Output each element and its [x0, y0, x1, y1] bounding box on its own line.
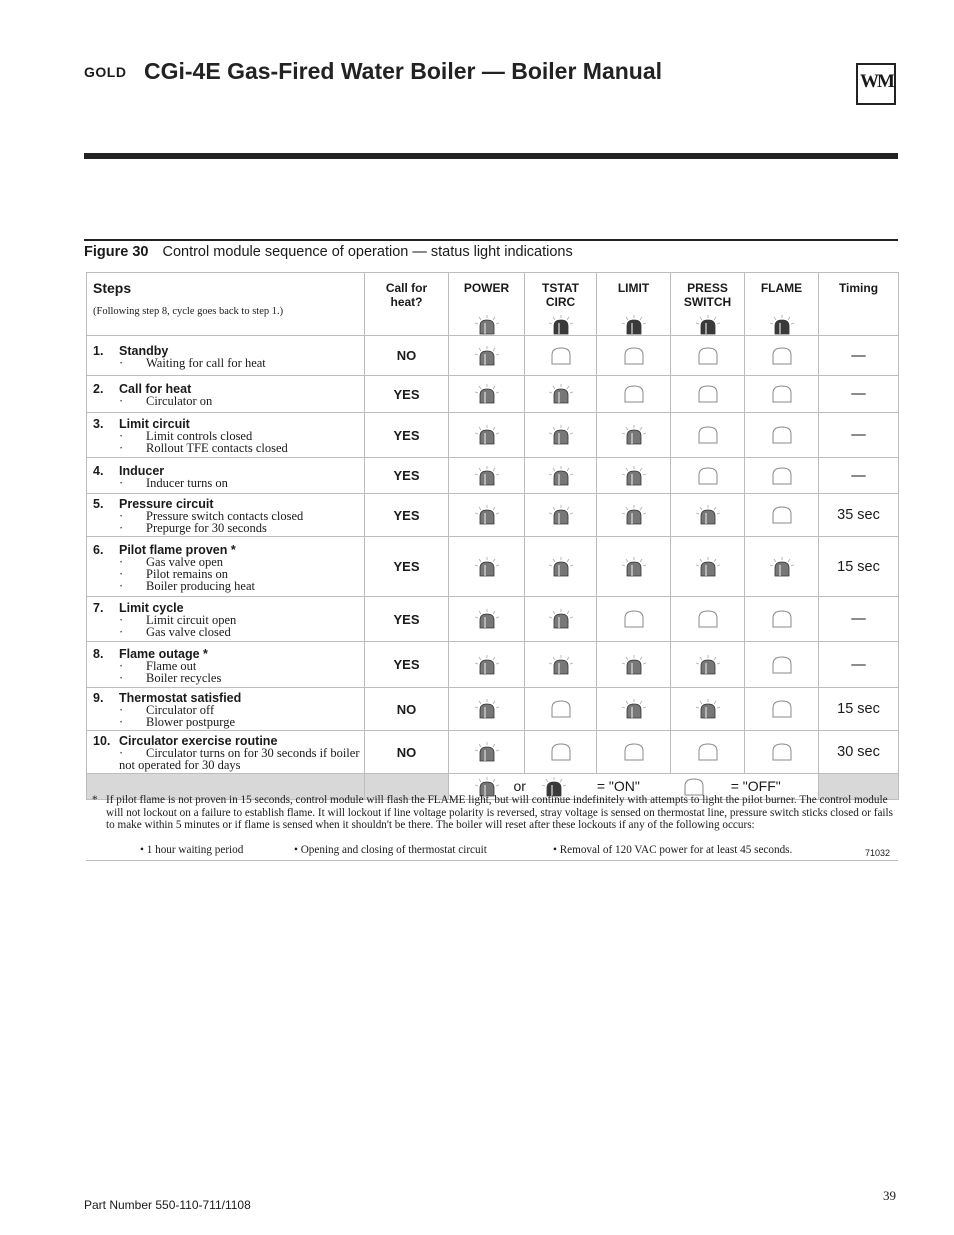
tstat-status [525, 458, 597, 494]
step-cell [87, 413, 365, 458]
power-status [449, 336, 525, 376]
step-detail-text: Circulator on [146, 394, 213, 408]
limit-header [597, 273, 671, 336]
power-status [449, 413, 525, 458]
footnote-star: * [92, 794, 98, 806]
lamp-on-icon [475, 426, 499, 443]
step-number: 3. [93, 417, 104, 431]
lamp-off-icon [622, 610, 646, 627]
power-status [449, 458, 525, 494]
step-detail-text: Boiler producing heat [146, 578, 255, 593]
lamp-off-icon [696, 426, 720, 443]
brand-label: GOLD [84, 64, 127, 80]
call-for-heat: YES [365, 376, 449, 413]
lamp-on-icon [549, 385, 573, 402]
footnote-bullet: • Opening and closing of thermostat circuit [294, 844, 487, 856]
step-name: Circulator exercise routine [119, 734, 278, 748]
call-for-heat: NO [365, 336, 449, 376]
tstat-header [525, 273, 597, 336]
lamp-on-icon [475, 558, 499, 575]
step-name: Call for heat [119, 382, 192, 396]
limit-status [597, 642, 671, 688]
step-detail: · Boiler recycles [119, 670, 222, 685]
tstat-status [525, 537, 597, 597]
press-status [671, 458, 745, 494]
timing: 15 sec [819, 537, 899, 597]
tstat-status [525, 494, 597, 537]
call-for-heat: YES [365, 537, 449, 597]
step-detail: · Rollout TFE contacts closed [119, 441, 288, 455]
limit-status [597, 731, 671, 774]
lamp-off-icon [549, 700, 573, 717]
table-row [87, 413, 899, 458]
tstat-status [525, 336, 597, 376]
footnote-bullet: • Removal of 120 VAC power for at least 45 seconds. [553, 844, 793, 856]
flame-status [745, 537, 819, 597]
table-row [87, 688, 899, 731]
call-for-heat: NO [365, 731, 449, 774]
limit-status [597, 688, 671, 731]
timing: — [819, 376, 899, 413]
press-status [671, 597, 745, 642]
lamp-off-icon [770, 743, 794, 760]
legend-or: or [513, 777, 526, 794]
figure-caption-text: Control module sequence of operation — status light indications [162, 244, 573, 260]
lamp-off-icon [549, 743, 573, 760]
press-status [671, 642, 745, 688]
header-lamp-icon [525, 315, 596, 335]
lamp-on-icon [549, 610, 573, 627]
lamp-off-icon [770, 385, 794, 402]
step-name: Limit cycle [119, 601, 184, 615]
power-status [449, 494, 525, 537]
flame-status [745, 376, 819, 413]
step-detail: · Circulator off [119, 703, 215, 717]
footnote [86, 792, 898, 861]
step-name: Pressure circuit [119, 497, 214, 511]
tstat-status [525, 413, 597, 458]
step-detail-text: Gas valve open [146, 554, 224, 569]
lamp-on-icon [549, 558, 573, 575]
lamp-on-icon [622, 506, 646, 523]
table-row [87, 731, 899, 774]
flame-header-label: FLAME [760, 281, 803, 295]
press-status [671, 537, 745, 597]
table-row [87, 537, 899, 597]
step-detail-text: Gas valve closed [146, 625, 231, 639]
step-number: 1. [93, 343, 104, 358]
steps-title: Steps [93, 280, 132, 296]
step-detail: · Pilot remains on [119, 566, 228, 581]
lamp-off-icon [696, 467, 720, 484]
call-for-heat: YES [365, 597, 449, 642]
flame-status [745, 494, 819, 537]
limit-header-label: LIMIT [617, 281, 650, 295]
wm-logo [856, 63, 896, 105]
table-row [87, 642, 899, 688]
timing: — [819, 336, 899, 376]
step-cell [87, 688, 365, 731]
lamp-on-icon [475, 506, 499, 523]
table-row [87, 376, 899, 413]
step-detail-text: Waiting for call for heat [146, 355, 266, 370]
press-status [671, 731, 745, 774]
header-lamp-icon [745, 315, 818, 335]
tstat-status [525, 642, 597, 688]
lamp-off-icon [622, 743, 646, 760]
limit-status [597, 376, 671, 413]
lamp-off-icon [696, 610, 720, 627]
step-detail: · Boiler producing heat [119, 578, 255, 593]
lamp-on-icon [549, 656, 573, 673]
logo-text: WM [860, 71, 893, 92]
call-for-heat: YES [365, 413, 449, 458]
step-cell [87, 642, 365, 688]
timing-header-label: Timing [838, 281, 879, 295]
lamp-on-icon [622, 700, 646, 717]
timing: 15 sec [819, 688, 899, 731]
timing: — [819, 458, 899, 494]
lamp-on-icon [696, 700, 720, 717]
lamp-on-icon [622, 467, 646, 484]
power-header [449, 273, 525, 336]
step-number: 10. [93, 734, 111, 748]
step-cell [87, 336, 365, 376]
lamp-off-icon [696, 385, 720, 402]
step-detail: · Prepurge for 30 seconds [119, 521, 267, 535]
press-status [671, 376, 745, 413]
call-for-heat: YES [365, 494, 449, 537]
step-detail: · Limit circuit open [119, 613, 237, 627]
tstat-status [525, 376, 597, 413]
flame-status [745, 731, 819, 774]
step-cell [87, 537, 365, 597]
figure-rule [84, 239, 898, 241]
flame-status [745, 688, 819, 731]
figure-label: Figure 30 [84, 244, 149, 260]
call-header [365, 273, 449, 336]
sequence-table [86, 272, 899, 800]
step-detail: · Blower postpurge [119, 715, 235, 729]
flame-status [745, 597, 819, 642]
step-detail: · Gas valve closed [119, 625, 231, 639]
lamp-off-icon [770, 610, 794, 627]
page-header [84, 58, 898, 108]
power-status [449, 597, 525, 642]
step-number: 4. [93, 463, 104, 478]
table-row [87, 597, 899, 642]
lamp-on-icon [475, 700, 499, 717]
press-header-label: PRESS SWITCH [683, 281, 732, 309]
timing: — [819, 597, 899, 642]
lamp-on-icon [622, 656, 646, 673]
timing: 30 sec [819, 731, 899, 774]
lamp-off-icon [622, 347, 646, 364]
call-for-heat: YES [365, 458, 449, 494]
step-detail-text: Rollout TFE contacts closed [146, 441, 288, 455]
lamp-on-icon [622, 558, 646, 575]
lamp-on-icon [549, 467, 573, 484]
step-detail-text: Circulator off [146, 703, 215, 717]
lamp-off-icon [696, 347, 720, 364]
press-status [671, 413, 745, 458]
lamp-on-icon [549, 426, 573, 443]
steps-header [87, 273, 365, 336]
step-detail: · Limit controls closed [119, 429, 253, 443]
step-number: 8. [93, 646, 104, 661]
lamp-off-icon [770, 426, 794, 443]
lamp-off-icon [549, 347, 573, 364]
tstat-header-label: TSTAT CIRC [542, 281, 579, 309]
step-name: Inducer [119, 463, 165, 478]
step-cell [87, 597, 365, 642]
step-number: 9. [93, 691, 104, 705]
legend-off: = "OFF" [730, 777, 781, 794]
lamp-off-icon [770, 656, 794, 673]
lamp-on-icon [475, 385, 499, 402]
press-header [671, 273, 745, 336]
lamp-off-icon [622, 385, 646, 402]
step-cell [87, 376, 365, 413]
press-status [671, 688, 745, 731]
step-detail: · Gas valve open [119, 554, 224, 569]
step-cell [87, 494, 365, 537]
limit-status [597, 537, 671, 597]
lamp-on-icon [475, 347, 499, 364]
timing-header [819, 273, 899, 336]
step-detail: · Circulator turns on for 30 seconds if boiler not operated for 30 days [119, 746, 360, 772]
table-row [87, 336, 899, 376]
lamp-off-icon [770, 700, 794, 717]
tstat-status [525, 597, 597, 642]
step-cell [87, 731, 365, 774]
manual-title: CGi-4E Gas-Fired Water Boiler — Boiler Manual [144, 58, 663, 84]
step-detail-text: Flame out [146, 658, 197, 673]
power-status [449, 537, 525, 597]
lamp-on-icon [549, 506, 573, 523]
step-detail-text: Pilot remains on [146, 566, 228, 581]
lamp-on-icon [475, 467, 499, 484]
footnote-bullet: • 1 hour waiting period [140, 844, 244, 856]
lamp-on-icon [475, 656, 499, 673]
step-number: 2. [93, 382, 104, 396]
step-detail-text: Prepurge for 30 seconds [146, 521, 267, 535]
step-detail: · Waiting for call for heat [119, 355, 266, 370]
lamp-off-icon [770, 347, 794, 364]
limit-status [597, 413, 671, 458]
step-name: Thermostat satisfied [119, 691, 242, 705]
step-detail-text: Circulator turns on for 30 seconds if boiler not operated for 30 days [119, 746, 360, 772]
power-header-label: POWER [463, 281, 510, 295]
timing: — [819, 413, 899, 458]
step-detail: · Flame out [119, 658, 197, 673]
step-cell [87, 458, 365, 494]
call-for-heat: NO [365, 688, 449, 731]
lamp-on-icon [696, 656, 720, 673]
limit-status [597, 336, 671, 376]
power-status [449, 642, 525, 688]
step-detail-text: Pressure switch contacts closed [146, 509, 304, 523]
timing: — [819, 642, 899, 688]
footnote-text: If pilot flame is not proven in 15 seconds, control module will flash the FLAME light, but will continue indefinitely with attempts to light the pilot burner. The control module will not lockout on a failure to establish flame. It will lockout if line voltage polarity is reversed, stray voltage is sensed on thermostat line, pressure switch sticks closed or fails to make within 5 minutes or if flame is sensed when it shouldn't be there. The boiler will reset after these lockouts if any of the following occurs: [106, 794, 893, 832]
lamp-off-icon [770, 467, 794, 484]
step-detail-text: Limit circuit open [146, 613, 237, 627]
figure-caption [84, 244, 573, 260]
tstat-status [525, 731, 597, 774]
header-lamp-icon [597, 315, 670, 335]
flame-status [745, 642, 819, 688]
header-rule [84, 153, 898, 159]
step-detail-text: Inducer turns on [146, 475, 228, 490]
step-number: 7. [93, 601, 104, 615]
press-status [671, 494, 745, 537]
lamp-off-icon [696, 743, 720, 760]
step-name: Standby [119, 343, 169, 358]
part-number: Part Number 550-110-711/1108 [84, 1198, 251, 1212]
limit-status [597, 597, 671, 642]
power-status [449, 688, 525, 731]
lamp-off-icon [770, 506, 794, 523]
step-number: 5. [93, 497, 104, 511]
power-status [449, 731, 525, 774]
steps-note: (Following step 8, cycle goes back to step 1.) [93, 306, 284, 317]
step-detail: · Inducer turns on [119, 475, 228, 490]
figure-number: 71032 [864, 848, 890, 858]
timing: 35 sec [819, 494, 899, 537]
call-for-heat: YES [365, 642, 449, 688]
flame-status [745, 458, 819, 494]
step-name: Flame outage * [119, 646, 208, 661]
lamp-on-icon [696, 558, 720, 575]
page-number: 39 [883, 1188, 896, 1203]
step-detail: · Circulator on [119, 394, 213, 408]
limit-status [597, 458, 671, 494]
table-row [87, 458, 899, 494]
lamp-on-icon [696, 506, 720, 523]
press-status [671, 336, 745, 376]
power-status [449, 376, 525, 413]
lamp-on-icon [622, 426, 646, 443]
step-detail-text: Limit controls closed [146, 429, 253, 443]
flame-status [745, 336, 819, 376]
limit-status [597, 494, 671, 537]
table-row [87, 494, 899, 537]
header-lamp-icon [449, 315, 524, 335]
step-name: Limit circuit [119, 417, 190, 431]
flame-status [745, 413, 819, 458]
step-number: 6. [93, 542, 104, 557]
tstat-status [525, 688, 597, 731]
lamp-on-icon [475, 610, 499, 627]
header-lamp-icon [671, 315, 744, 335]
step-detail: · Pressure switch contacts closed [119, 509, 304, 523]
step-detail-text: Blower postpurge [146, 715, 235, 729]
lamp-on-icon [770, 558, 794, 575]
step-detail-text: Boiler recycles [146, 670, 222, 685]
lamp-on-icon [475, 743, 499, 760]
flame-header [745, 273, 819, 336]
step-name: Pilot flame proven * [119, 542, 236, 557]
call-header-label: Call for heat? [385, 281, 428, 309]
legend-on: = "ON" [596, 777, 640, 794]
